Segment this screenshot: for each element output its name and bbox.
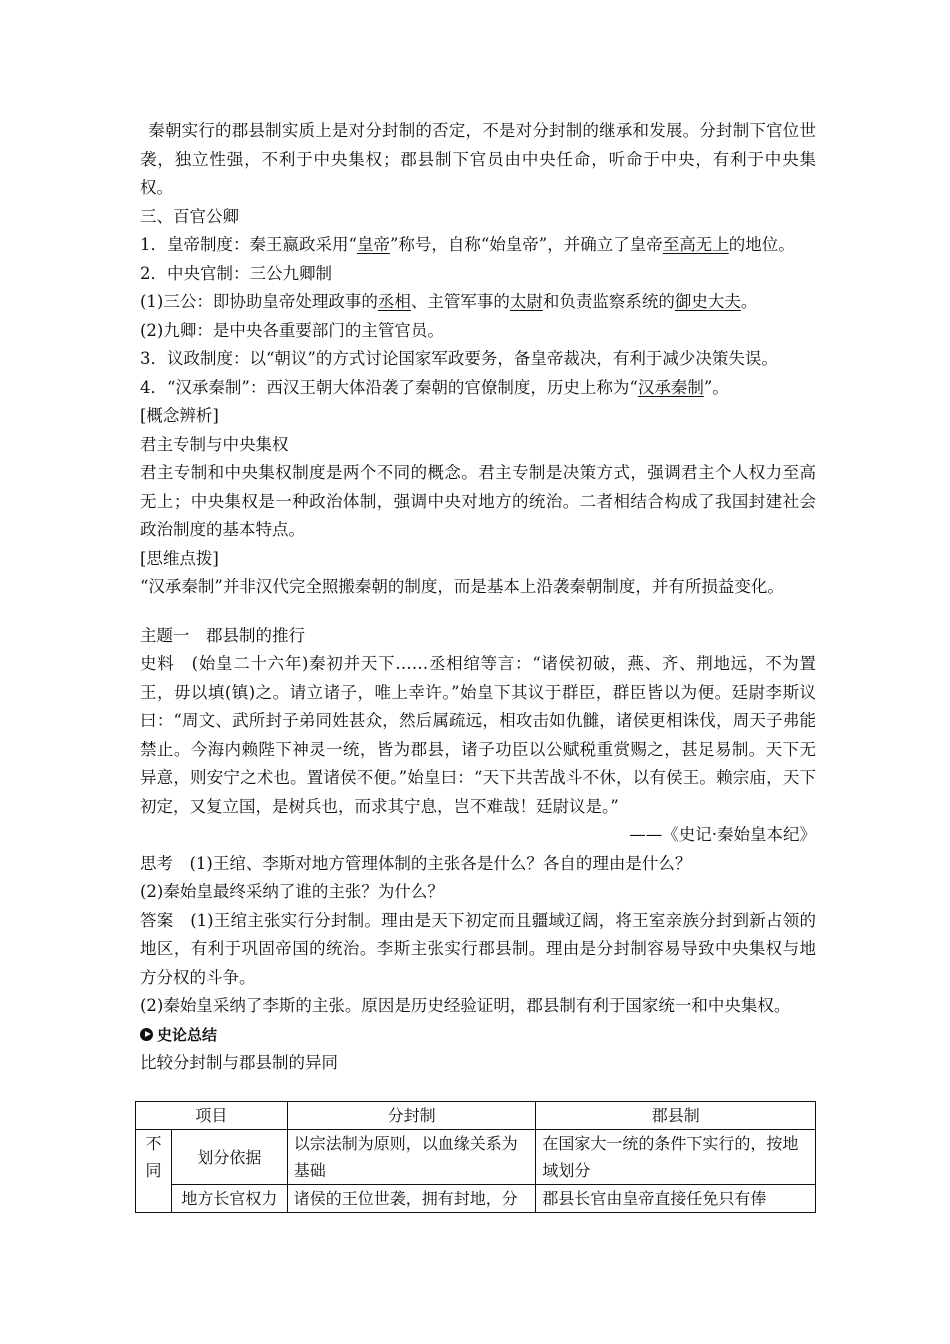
underline-term: 汉承秦制	[637, 377, 704, 397]
question-2: (2)秦始皇最终采纳了谁的主张？为什么？	[140, 882, 444, 901]
topic-title: 主题一 郡县制的推行	[140, 625, 305, 645]
underline-term: 皇帝	[356, 235, 390, 254]
table-group-label: 不同	[136, 1130, 172, 1213]
summary-heading: 史论总结	[140, 1021, 816, 1050]
table-header-row	[136, 1102, 816, 1130]
play-circle-icon	[140, 1028, 153, 1041]
table-row-label: 地方长官权力	[171, 1185, 287, 1213]
item-han-qin: 4．“汉承秦制”：西汉王朝大体沿袭了秦朝的官僚制度，历史上称为“汉承秦制”。	[140, 377, 729, 397]
underline-term: 御史大夫	[674, 292, 741, 311]
comparison-table	[135, 1101, 816, 1213]
table-row-label: 划分依据	[171, 1130, 287, 1185]
item-emperor-system: 1．皇帝制度：秦王嬴政采用“皇帝”称号，自称“始皇帝”，并确立了皇帝至高无上的地位。	[140, 235, 795, 254]
table-header-fengjian: 分封制	[287, 1102, 536, 1130]
spacer	[140, 602, 816, 622]
table-row	[136, 1130, 816, 1185]
thinking-tag: [思维点拨]	[140, 548, 219, 568]
answer-2: (2)秦始皇采纳了李斯的主张。原因是历史经验证明，郡县制有利于国家统一和中央集权。	[140, 996, 791, 1015]
concept-tag: [概念辨析]	[140, 406, 219, 425]
item-central-system: 2．中央官制：三公九卿制	[140, 263, 332, 283]
table-cell: 以宗法制为原则，以血缘关系为基础	[287, 1130, 536, 1185]
answer-1: 答案 (1)王绾主张实行分封制。理由是天下初定而且疆域辽阔，将王室亲族分封到新占领的地区，有利于巩固帝国的统治。李斯主张实行郡县制。理由是分封制容易导致中央集权与地方分权的斗争。	[140, 910, 816, 987]
thinking-body: “汉承秦制”并非汉代完全照搬秦朝的制度，而是基本上沿袭秦朝制度，并有所损益变化。	[140, 577, 784, 596]
item-three-lords: (1)三公：即协助皇帝处理政事的丞相、主管军事的太尉和负责监察系统的御史大夫。	[140, 292, 758, 311]
concept-title: 君主专制与中央集权	[140, 434, 289, 454]
item-nine-ministers: (2)九卿：是中央各重要部门的主管官员。	[140, 320, 444, 340]
table-cell: 在国家大一统的条件下实行的，按地域划分	[536, 1130, 816, 1185]
question-1: 思考 (1)王绾、李斯对地方管理体制的主张各是什么？各自的理由是什么？	[140, 853, 692, 873]
item-deliberation: 3．议政制度：以“朝议”的方式讨论国家军政要务，备皇帝裁决，有利于减少决策失误。	[140, 349, 778, 368]
table-header-junxian: 郡县制	[536, 1102, 816, 1130]
section-title: 三、百官公卿	[140, 206, 239, 226]
underline-term: 太尉	[509, 292, 543, 311]
concept-body: 君主专制和中央集权制度是两个不同的概念。君主专制是决策方式，强调君主个人权力至高无上；中央集权是一种政治体制，强调中央对地方的统治。二者相结合构成了我国封建社会政治制度的基本特点。	[140, 463, 816, 539]
table-cell: 郡县长官由皇帝直接任免只有俸	[536, 1185, 816, 1213]
table-cell: 诸侯的王位世袭，拥有封地，分	[287, 1185, 536, 1213]
compare-title: 比较分封制与郡县制的异同	[140, 1053, 338, 1072]
source-text: 史料 (始皇二十六年)秦初并天下……丞相绾等言：“诸侯初破，燕、齐、荆地远，不为置王，毋以填(镇)之。请立诸子，唯上幸许。”始皇下其议于群臣，群臣皆以为便。廷尉李斯议曰：“周文、武所封子弟同姓甚众，然后属疏远，相攻击如仇雠，诸侯更相诛伐，周天子弗能禁止。今海内赖陛下神灵一统，皆为郡县，诸子功臣以公赋税重赏赐之，甚足易制。天下无异意，则安宁之术也。置诸侯不便。”始皇曰：“天下共苦战斗不休，以有侯王。赖宗庙，天下初定，又复立国，是树兵也，而求其宁息，岂不难哉！廷尉议是。”	[140, 654, 816, 816]
intro-paragraph: 秦朝实行的郡县制实质上是对分封制的否定，不是对分封制的继承和发展。分封制下官位世袭，独立性强，不利于中央集权；郡县制下官员由中央任命，听命于中央，有利于中央集权。	[140, 121, 816, 197]
table-row	[136, 1185, 816, 1213]
underline-term: 丞相	[377, 292, 411, 311]
underline-term: 至高无上	[662, 235, 729, 254]
document-page	[140, 117, 816, 1078]
table-header-item: 项目	[136, 1102, 288, 1130]
source-citation: ——《史记·秦始皇本纪》	[629, 825, 816, 844]
